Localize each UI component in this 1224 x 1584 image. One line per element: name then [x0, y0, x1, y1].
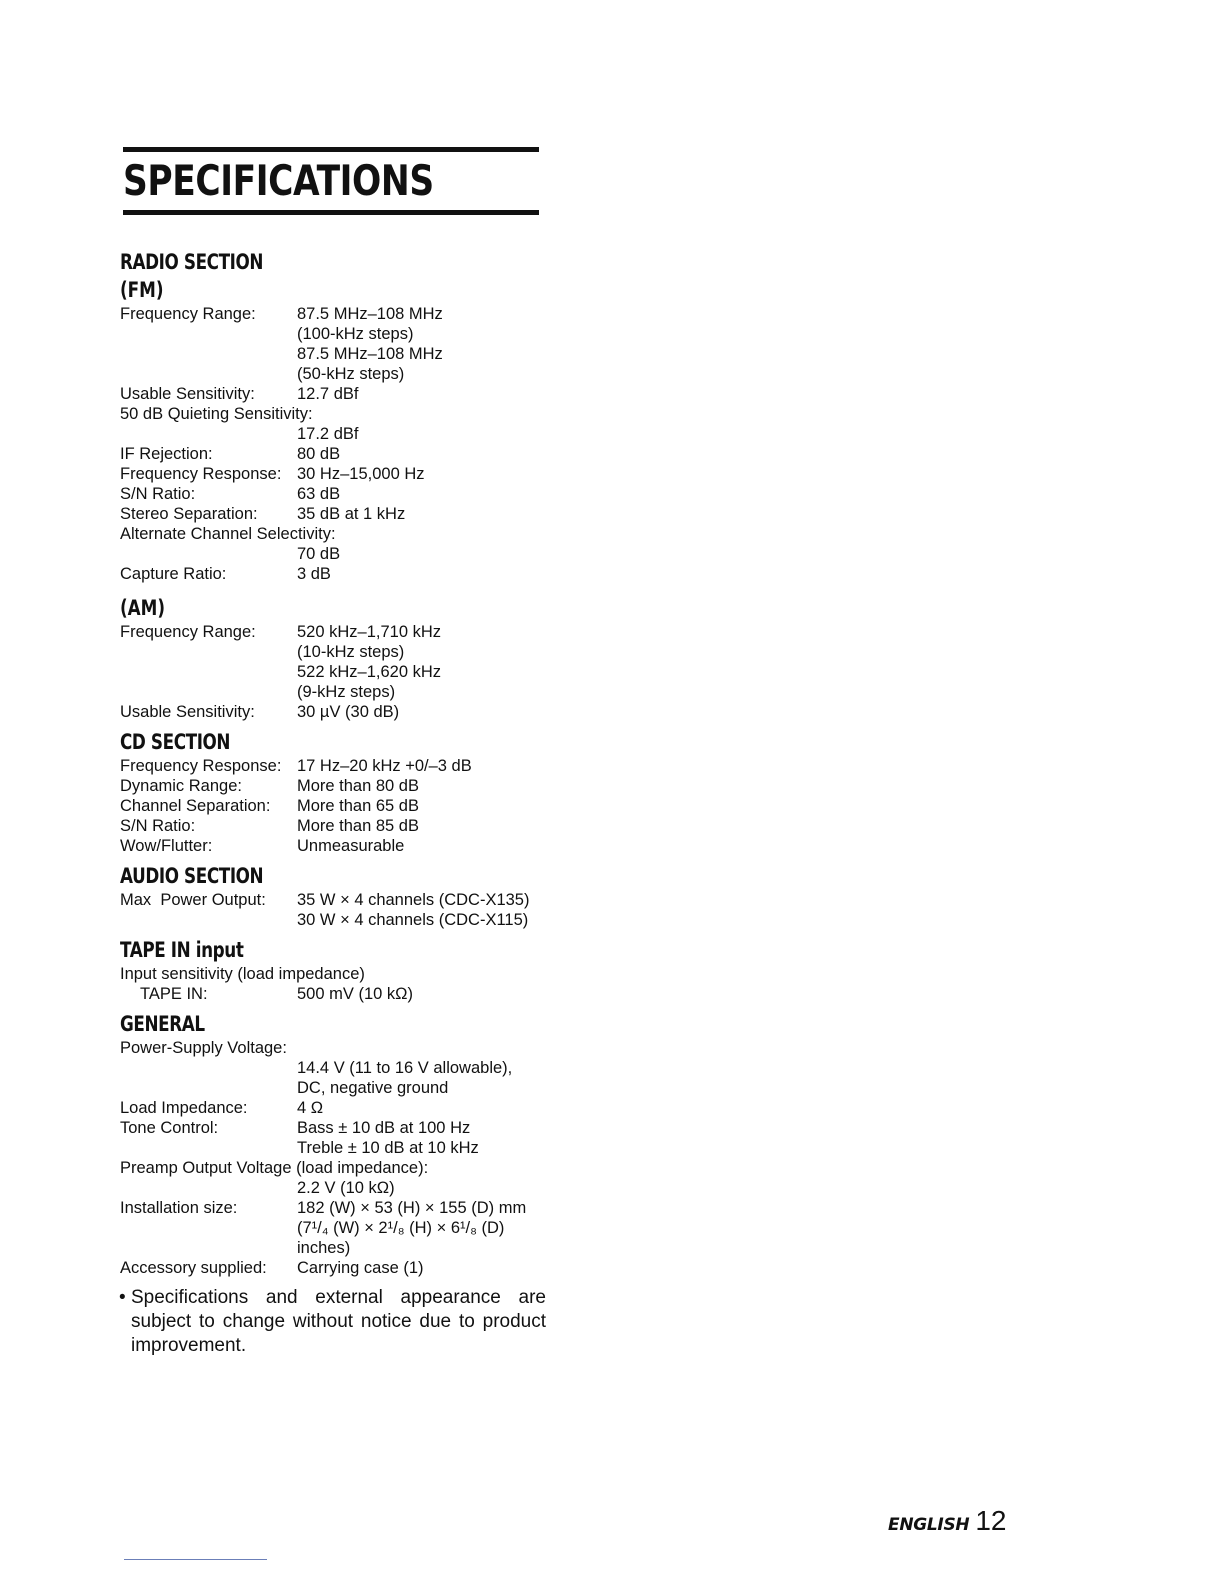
installation-size-row — [120, 1198, 560, 1218]
spec-value: (9-kHz steps) — [297, 683, 396, 701]
spec-value: 30 W × 4 channels (CDC-X115) — [297, 911, 529, 929]
page-number: 12 — [975, 1505, 1007, 1536]
spec-label: Tone Control: — [120, 1119, 219, 1137]
spec-label: Channel Separation: — [120, 797, 271, 815]
spec-label: Preamp Output Voltage (load impedance): — [120, 1159, 429, 1177]
cd-dynamic-range-row — [120, 776, 560, 796]
tape-in-section — [120, 936, 560, 1004]
radio-section — [120, 248, 560, 584]
spec-label: Max Power Output: — [120, 891, 266, 909]
spec-label: 50 dB Quieting Sensitivity: — [120, 405, 313, 423]
spec-value: 3 dB — [297, 565, 331, 583]
cd-sn-ratio-row — [120, 816, 560, 836]
preamp-output-voltage-row — [120, 1158, 560, 1178]
general-section — [120, 1010, 560, 1278]
fm-subheading: (FM) — [120, 278, 164, 302]
am-frequency-range-row — [120, 622, 560, 642]
spec-value: 80 dB — [297, 445, 341, 463]
spec-label: Input sensitivity (load impedance) — [120, 965, 365, 983]
spec-value: 87.5 MHz–108 MHz — [297, 345, 443, 363]
spec-label: Frequency Response: — [120, 465, 282, 483]
spec-value: 87.5 MHz–108 MHz — [297, 305, 443, 323]
max-power-output-row — [120, 890, 560, 910]
spec-label: TAPE IN: — [140, 985, 208, 1003]
title-top-rule — [123, 147, 539, 152]
stereo-separation-row — [120, 504, 560, 524]
fm-frequency-response-row — [120, 464, 560, 484]
bottom-divider — [124, 1559, 267, 1560]
general-section-heading: GENERAL — [120, 1012, 205, 1036]
spec-value: (7¹/₄ (W) × 2¹/₈ (H) × 6¹/₈ (D) — [297, 1219, 505, 1237]
tape-in-row — [120, 984, 560, 1004]
spec-label: Frequency Range: — [120, 623, 256, 641]
cd-wow-flutter-row — [120, 836, 560, 856]
page-title: SPECIFICATIONS — [123, 156, 434, 205]
spec-value: 35 W × 4 channels (CDC-X135) — [297, 891, 530, 909]
capture-ratio-row — [120, 564, 560, 584]
bullet-icon: • — [119, 1287, 126, 1308]
spec-value: 70 dB — [297, 545, 341, 563]
spec-value: (100-kHz steps) — [297, 325, 414, 343]
cd-frequency-response-row — [120, 756, 560, 776]
tape-in-section-heading: TAPE IN input — [120, 938, 244, 962]
am-subheading: (AM) — [120, 596, 166, 620]
spec-value: 2.2 V (10 kΩ) — [297, 1179, 395, 1197]
spec-value: 500 mV (10 kΩ) — [297, 985, 413, 1003]
spec-value: 12.7 dBf — [297, 385, 359, 403]
alternate-channel-selectivity-row — [120, 524, 560, 544]
spec-label: Wow/Flutter: — [120, 837, 213, 855]
footer-language: ENGLISH — [888, 1515, 970, 1535]
cd-section — [120, 728, 560, 856]
spec-value: 35 dB at 1 kHz — [297, 505, 406, 523]
spec-label: Frequency Response: — [120, 757, 282, 775]
cd-channel-separation-row — [120, 796, 560, 816]
title-bottom-rule — [123, 210, 539, 215]
spec-value: 17 Hz–20 kHz +0/–3 dB — [297, 757, 472, 775]
spec-value: Bass ± 10 dB at 100 Hz — [297, 1119, 471, 1137]
spec-label: Alternate Channel Selectivity: — [120, 525, 336, 543]
spec-label: Load Impedance: — [120, 1099, 248, 1117]
power-supply-voltage-row — [120, 1038, 560, 1058]
spec-value: 17.2 dBf — [297, 425, 359, 443]
if-rejection-row — [120, 444, 560, 464]
am-usable-sensitivity-row — [120, 702, 560, 722]
spec-value: More than 65 dB — [297, 797, 419, 815]
spec-value: 182 (W) × 53 (H) × 155 (D) mm — [297, 1199, 527, 1217]
page-footer — [888, 1505, 1006, 1537]
spec-value: Carrying case (1) — [297, 1259, 424, 1277]
cd-section-heading: CD SECTION — [120, 730, 231, 754]
specifications-content — [120, 248, 560, 1358]
spec-label: Stereo Separation: — [120, 505, 258, 523]
spec-label: Frequency Range: — [120, 305, 256, 323]
audio-section-heading: AUDIO SECTION — [120, 864, 264, 888]
input-sensitivity-row — [120, 964, 560, 984]
spec-label: Capture Ratio: — [120, 565, 227, 583]
fm-usable-sensitivity-row — [120, 384, 560, 404]
fm-frequency-range-row — [120, 304, 560, 324]
fm-sn-ratio-row — [120, 484, 560, 504]
tone-control-row — [120, 1118, 560, 1138]
spec-value: 30 µV (30 dB) — [297, 703, 400, 721]
audio-section — [120, 862, 560, 930]
spec-label: S/N Ratio: — [120, 485, 196, 503]
spec-label: Usable Sensitivity: — [120, 703, 255, 721]
radio-section-heading: RADIO SECTION — [120, 250, 264, 274]
spec-value: More than 85 dB — [297, 817, 419, 835]
spec-value: inches) — [297, 1239, 351, 1257]
spec-value: Treble ± 10 dB at 10 kHz — [297, 1139, 479, 1157]
quieting-sensitivity-row — [120, 404, 560, 424]
spec-label: S/N Ratio: — [120, 817, 196, 835]
spec-label: Usable Sensitivity: — [120, 385, 255, 403]
spec-value: More than 80 dB — [297, 777, 419, 795]
spec-label: Dynamic Range: — [120, 777, 242, 795]
load-impedance-row — [120, 1098, 560, 1118]
spec-label: IF Rejection: — [120, 445, 213, 463]
spec-value: Unmeasurable — [297, 837, 405, 855]
spec-value: 14.4 V (11 to 16 V allowable), — [297, 1059, 513, 1077]
spec-label: Installation size: — [120, 1199, 238, 1217]
spec-value: 63 dB — [297, 485, 341, 503]
spec-label: Accessory supplied: — [120, 1259, 267, 1277]
spec-value: 30 Hz–15,000 Hz — [297, 465, 425, 483]
spec-value: DC, negative ground — [297, 1079, 449, 1097]
spec-value: 4 Ω — [297, 1099, 324, 1117]
spec-value: (50-kHz steps) — [297, 365, 405, 383]
spec-value: 520 kHz–1,710 kHz — [297, 623, 441, 641]
am-section — [120, 594, 560, 722]
spec-label: Power-Supply Voltage: — [120, 1039, 287, 1057]
spec-value: (10-kHz steps) — [297, 643, 405, 661]
spec-value: 522 kHz–1,620 kHz — [297, 663, 441, 681]
specifications-note — [120, 1286, 546, 1358]
accessory-supplied-row — [120, 1258, 560, 1278]
note-text: Specifications and external appearance are subject to change without notice due to product improvement. — [131, 1287, 546, 1356]
